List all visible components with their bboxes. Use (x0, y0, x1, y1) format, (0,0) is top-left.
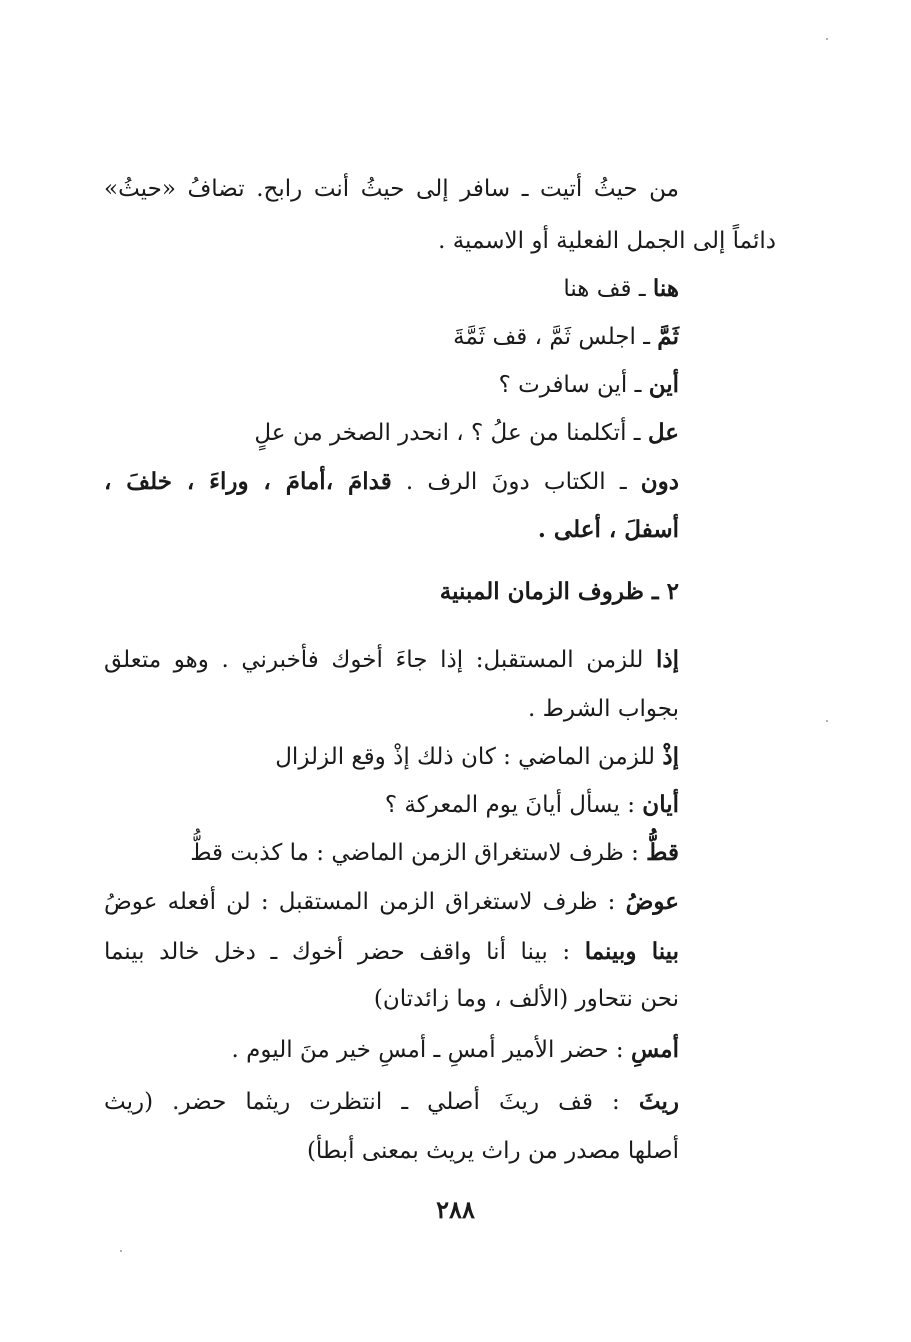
text-line-1: من حيثُ أتيت ـ سافر إلى حيثُ أنت رابح. تضافُ «حيثُ» (104, 176, 679, 202)
entry-idha-continued: بجواب الشرط . (528, 696, 679, 722)
entry-thamma (453, 325, 679, 349)
example-qattu: : ظرف لاستغراق الزمن الماضي : ما كذبت قطُّ (190, 840, 639, 866)
example-rayth: : قف ريثَ أصلي ـ انتظرت ريثما حضر. (ريث (104, 1089, 620, 1115)
term-ayna: أين (648, 371, 679, 398)
entry-bayna-continued: نحن نتحاور (الألف ، وما زائدتان) (373, 986, 679, 1012)
text-line-2: دائماً إلى الجمل الفعلية أو الاسمية . (438, 228, 776, 254)
term-huna: هنا (652, 275, 679, 302)
term-ayyana: أيان (642, 791, 679, 818)
example-thamma: ـ اجلس ثَمَّ ، قف ثَمَّةَ (453, 324, 650, 350)
adverb-list-2: أسفلَ ، أعلى . (537, 516, 679, 543)
term-idh: إذْ (662, 743, 679, 770)
term-alu: عل (647, 419, 679, 446)
entry-awdu (104, 890, 679, 914)
entry-bayna (104, 940, 679, 964)
example-idh: للزمن الماضي : كان ذلك إذْ وقع الزلزال (275, 744, 656, 770)
example-alu: ـ أتكلمنا من علُ ؟ ، انحدر الصخر من علٍ (254, 420, 641, 446)
term-rayth: ريثَ (638, 1088, 679, 1115)
term-duna: دون (640, 468, 679, 495)
scan-speck (120, 1250, 122, 1252)
term-qattu: قطُّ (646, 839, 679, 866)
section-heading: ٢ ـ ظروف الزمان المبنية (439, 578, 679, 605)
entry-huna (563, 277, 679, 301)
term-idha: إذا (655, 646, 679, 673)
example-awdu: : ظرف لاستغراق الزمن المستقبل : لن أفعله عوضُ (104, 889, 616, 915)
term-awdu: عوضُ (625, 888, 680, 915)
entry-ayyana (385, 793, 679, 817)
entry-qattu (190, 841, 679, 865)
example-duna: ـ الكتاب دونَ الرف . (405, 469, 627, 495)
example-huna: ـ قف هنا (563, 276, 646, 302)
scan-speck (826, 38, 828, 40)
entry-rayth-continued: أصلها مصدر من راث يريث بمعنى أبطأ) (306, 1138, 679, 1164)
example-bayna: : بينا أنا واقف حضر أخوك ـ دخل خالد بينما (104, 939, 571, 965)
entry-duna (104, 470, 679, 494)
term-bayna: بينا وبينما (584, 938, 679, 965)
example-ayyana: : يسأل أيانَ يوم المعركة ؟ (384, 792, 635, 818)
entry-idh (275, 745, 679, 769)
entry-rayth (104, 1090, 679, 1114)
example-idha: للزمن المستقبل: إذا جاءَ أخوك فأخبرني . وهو متعلق (104, 647, 644, 673)
term-amsi: أمسِ (630, 1036, 679, 1063)
entry-ayna (499, 373, 679, 397)
term-thamma: ثَمَّ (657, 323, 679, 350)
entry-amsi (232, 1038, 679, 1062)
adverb-list-1: قدامَ ،أمامَ ، وراءَ ، خلفَ ، (104, 468, 392, 495)
entry-idha (104, 648, 679, 672)
entry-alu (254, 421, 679, 445)
example-amsi: : حضر الأمير أمسِ ـ أمسِ خير منَ اليوم . (231, 1037, 624, 1063)
scan-speck (826, 720, 828, 722)
page-number: ٢٨٨ (436, 1195, 475, 1224)
example-ayna: ـ أين سافرت ؟ (498, 372, 642, 398)
